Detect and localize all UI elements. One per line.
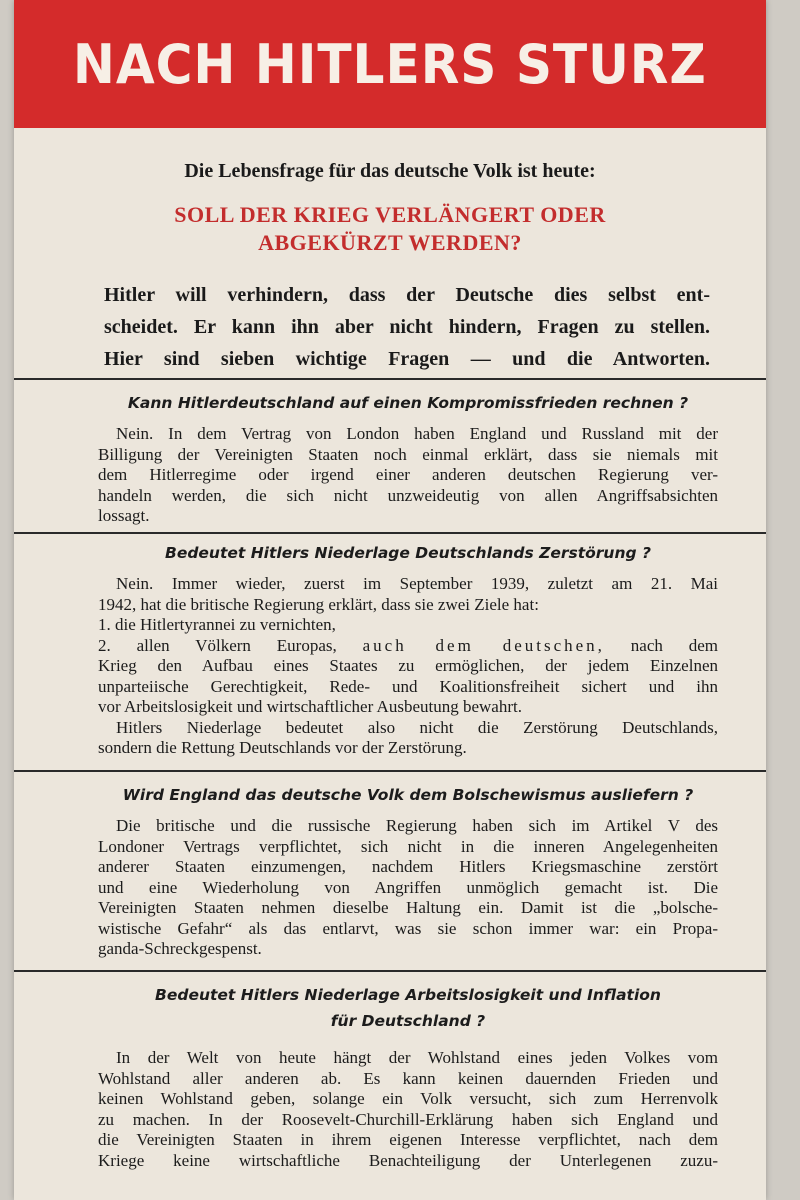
answer-line: zu machen. In der Roosevelt-Churchill-Erklärung haben sich England und (98, 1109, 718, 1129)
intro-text-line1: Hitler will verhindern, dass der Deutsche dies selbst ent- (104, 284, 710, 306)
intro-lead: Die Lebensfrage für das deutsche Volk ist heute: (184, 160, 596, 182)
section-unemployment (98, 982, 718, 1171)
answer-line: Londoner Vertrags verpflichtet, sich nicht in die inneren Angelegenheiten (98, 836, 718, 856)
leaflet-title: NACH HITLERS STURZ (73, 32, 707, 96)
intro-block (14, 160, 766, 375)
intro-text (104, 279, 710, 375)
intro-text-line2: scheidet. Er kann ihn aber nicht hindern, Fragen zu stellen. (104, 316, 710, 338)
answer-line: handeln werden, die sich nicht unzweideutig von allen Angriffsabsichten (98, 485, 718, 505)
section-compromise-peace (98, 390, 718, 527)
divider-rule (14, 770, 766, 772)
section-answer (98, 574, 718, 759)
answer-line: ganda-Schreckgespenst. (98, 939, 262, 958)
answer-line: vor Arbeitslosigkeit und wirtschaftlicher Ausbeutung bewahrt. (98, 697, 522, 716)
answer-line: In der Welt von heute hängt der Wohlstand eines jeden Volkes vom (116, 1048, 718, 1067)
section-answer (98, 424, 718, 527)
section-question: Bedeutet Hitlers Niederlage Deutschlands Zerstörung ? (165, 544, 651, 562)
answer-line: lossagt. (98, 506, 150, 525)
answer-line: Billigung der Vereinigten Staaten noch einmal erklärt, dass sie niemals mit (98, 444, 718, 464)
section-bolshevism (98, 782, 718, 960)
divider-rule (14, 532, 766, 534)
divider-rule (14, 970, 766, 972)
answer-fragment: nach dem (630, 635, 719, 655)
intro-key-question-line2: ABGEKÜRZT WERDEN? (258, 230, 522, 255)
emphasis-fragment: auch dem deutschen, (362, 635, 605, 655)
answer-line: wistische Gefahr“ als das entlarvt, was sie schon immer war: ein Propa- (98, 918, 718, 938)
answer-line: Nein. Immer wieder, zuerst im September 1939, zuletzt am 21. Mai (116, 574, 718, 593)
answer-line: die Vereinigten Staaten in ihrem eigenen Interesse verpflichtet, nach dem (98, 1130, 718, 1149)
answer-line: keinen Wohlstand geben, solange ein Volk versucht, sich zum Herrenvolk (98, 1089, 718, 1108)
section-question: Wird England das deutsche Volk dem Bolschewismus ausliefern ? (122, 786, 694, 804)
section-question-line1: Bedeutet Hitlers Niederlage Arbeitslosigkeit und Inflation (155, 986, 661, 1004)
answer-line: unparteiische Gerechtigkeit, Rede- und Koalitionsfreiheit sichert und ihn (98, 676, 718, 696)
answer-line: anderer Staaten einzumengen, nachdem Hitlers Kriegsmaschine zerstört (98, 857, 718, 876)
title-banner (14, 0, 766, 128)
answer-line: sondern die Rettung Deutschlands vor der Zerstörung. (98, 738, 467, 757)
divider-rule (14, 378, 766, 380)
intro-text-line3: Hier sind sieben wichtige Fragen — und die Antworten. (104, 348, 710, 370)
leaflet-page (14, 0, 766, 1200)
answer-line: Vereinigten Staaten nehmen dieselbe Haltung ein. Damit ist die „bolsche- (98, 898, 718, 917)
answer-line: Wohlstand aller anderen ab. Es kann keinen dauernden Frieden und (98, 1068, 718, 1088)
section-question: Kann Hitlerdeutschland auf einen Kompromissfrieden rechnen ? (127, 394, 689, 412)
section-question (98, 982, 718, 1034)
section-destruction (98, 540, 718, 759)
answer-fragment: 2. allen Völkern Europas, (98, 635, 337, 655)
section-answer (98, 1048, 718, 1171)
answer-line-with-emphasis (98, 636, 718, 657)
section-question-line2: für Deutschland ? (330, 1012, 486, 1030)
intro-key-question-line1: SOLL DER KRIEG VERLÄNGERT ODER (174, 202, 606, 227)
answer-line: Die britische und die russische Regierung haben sich im Artikel V des (116, 816, 718, 835)
section-answer (98, 816, 718, 960)
answer-line: Nein. In dem Vertrag von London haben England und Russland mit der (116, 424, 718, 443)
answer-line: dem Hitlerregime oder irgend einer anderen deutschen Regierung ver- (98, 465, 718, 484)
answer-line: Krieg den Aufbau eines Staates zu ermöglichen, der jedem Einzelnen (98, 656, 718, 675)
answer-line: Kriege keine wirtschaftliche Benachteiligung der Unterlegenen zuzu- (98, 1150, 718, 1170)
intro-key-question (14, 201, 766, 257)
answer-line: Hitlers Niederlage bedeutet also nicht die Zerstörung Deutschlands, (116, 717, 718, 737)
answer-line: und eine Wiederholung von Angriffen unmöglich gemacht ist. Die (98, 877, 718, 897)
answer-line: 1. die Hitlertyrannei zu vernichten, (98, 615, 336, 634)
answer-line: 1942, hat die britische Regierung erklärt, dass sie zwei Ziele hat: (98, 594, 539, 614)
